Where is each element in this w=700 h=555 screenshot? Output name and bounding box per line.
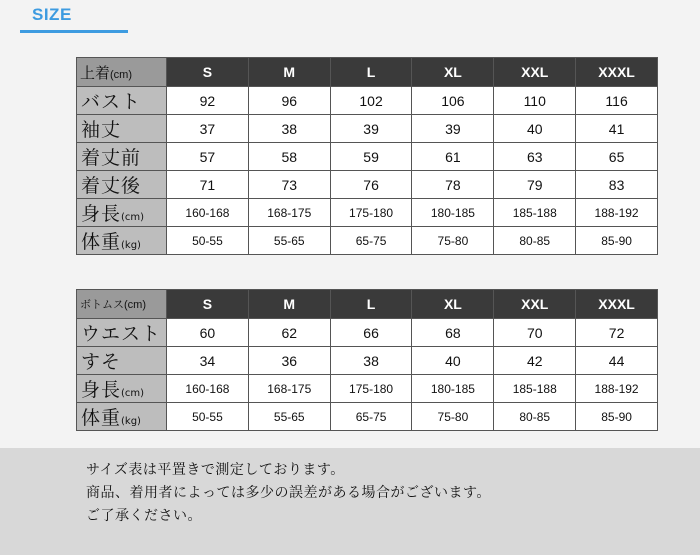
table-cell: 75-80 bbox=[412, 403, 494, 431]
table-cell: 92 bbox=[167, 87, 249, 115]
table-cell: 39 bbox=[330, 115, 412, 143]
table-cell: 36 bbox=[248, 347, 330, 375]
table-cell: 85-90 bbox=[576, 403, 658, 431]
table-cell: 55-65 bbox=[248, 403, 330, 431]
table-cell: 71 bbox=[167, 171, 249, 199]
size-header-s: S bbox=[167, 290, 249, 319]
table-cell: 50-55 bbox=[167, 227, 249, 255]
table-cell: 61 bbox=[412, 143, 494, 171]
table-cell: 102 bbox=[330, 87, 412, 115]
table-cell: 72 bbox=[576, 319, 658, 347]
row-label: ウエスト bbox=[77, 319, 167, 347]
table-cell: 65-75 bbox=[330, 403, 412, 431]
table-cell: 188-192 bbox=[576, 375, 658, 403]
size-header-xxxl: XXXL bbox=[576, 58, 658, 87]
table-row bbox=[77, 227, 658, 255]
table-cell: 185-188 bbox=[494, 199, 576, 227]
size-header-xxl: XXL bbox=[494, 290, 576, 319]
table-cell: 68 bbox=[412, 319, 494, 347]
table-row bbox=[77, 143, 658, 171]
table-cell: 83 bbox=[576, 171, 658, 199]
table-cell: 70 bbox=[494, 319, 576, 347]
table-cell: 160-168 bbox=[167, 375, 249, 403]
size-heading: SIZE bbox=[32, 5, 72, 24]
table-cell: 63 bbox=[494, 143, 576, 171]
size-header-l: L bbox=[330, 290, 412, 319]
size-heading-underline bbox=[20, 30, 128, 33]
size-header-xxxl: XXXL bbox=[576, 290, 658, 319]
table-row bbox=[77, 171, 658, 199]
table-row bbox=[77, 403, 658, 431]
table-cell: 65-75 bbox=[330, 227, 412, 255]
table-cell: 38 bbox=[330, 347, 412, 375]
table-row bbox=[77, 199, 658, 227]
table-cell: 106 bbox=[412, 87, 494, 115]
note-tolerance: 商品、着用者によっては多少の誤差がある場合がございます。 bbox=[86, 485, 491, 501]
table-cell: 175-180 bbox=[330, 375, 412, 403]
table-cell: 62 bbox=[248, 319, 330, 347]
table-cell: 116 bbox=[576, 87, 658, 115]
size-header-xl: XL bbox=[412, 290, 494, 319]
table-cell: 80-85 bbox=[494, 403, 576, 431]
table-cell: 40 bbox=[412, 347, 494, 375]
table-cell: 41 bbox=[576, 115, 658, 143]
table-cell: 34 bbox=[167, 347, 249, 375]
table-cell: 85-90 bbox=[576, 227, 658, 255]
note-measurement: サイズ表は平置きで測定しております。 bbox=[86, 462, 345, 478]
row-label: バスト bbox=[77, 87, 167, 115]
size-header-xxl: XXL bbox=[494, 58, 576, 87]
table-cell: 180-185 bbox=[412, 375, 494, 403]
table-row bbox=[77, 115, 658, 143]
size-header-m: M bbox=[248, 290, 330, 319]
table-cell: 59 bbox=[330, 143, 412, 171]
tops-header-row bbox=[77, 58, 658, 87]
table-cell: 57 bbox=[167, 143, 249, 171]
table-cell: 73 bbox=[248, 171, 330, 199]
table-cell: 76 bbox=[330, 171, 412, 199]
table-cell: 96 bbox=[248, 87, 330, 115]
table-cell: 168-175 bbox=[248, 199, 330, 227]
size-header-m: M bbox=[248, 58, 330, 87]
row-label: 体重(kg) bbox=[77, 403, 167, 431]
row-label: 着丈前 bbox=[77, 143, 167, 171]
bottoms-corner-cell: ボトムス(cm) bbox=[77, 290, 167, 319]
size-header-xl: XL bbox=[412, 58, 494, 87]
row-label: 袖丈 bbox=[77, 115, 167, 143]
note-thanks: ご了承ください。 bbox=[86, 508, 202, 524]
table-cell: 78 bbox=[412, 171, 494, 199]
table-row bbox=[77, 87, 658, 115]
size-header-l: L bbox=[330, 58, 412, 87]
tops-corner-cell: 上着(cm) bbox=[77, 58, 167, 87]
row-label: 身長(cm) bbox=[77, 199, 167, 227]
bottoms-header-row bbox=[77, 290, 658, 319]
row-label: 身長(cm) bbox=[77, 375, 167, 403]
table-cell: 39 bbox=[412, 115, 494, 143]
table-cell: 65 bbox=[576, 143, 658, 171]
table-cell: 188-192 bbox=[576, 199, 658, 227]
table-cell: 60 bbox=[167, 319, 249, 347]
table-cell: 175-180 bbox=[330, 199, 412, 227]
table-cell: 185-188 bbox=[494, 375, 576, 403]
table-cell: 160-168 bbox=[167, 199, 249, 227]
row-label: 着丈後 bbox=[77, 171, 167, 199]
table-cell: 40 bbox=[494, 115, 576, 143]
table-cell: 180-185 bbox=[412, 199, 494, 227]
table-cell: 44 bbox=[576, 347, 658, 375]
table-cell: 75-80 bbox=[412, 227, 494, 255]
table-cell: 168-175 bbox=[248, 375, 330, 403]
table-cell: 38 bbox=[248, 115, 330, 143]
table-cell: 58 bbox=[248, 143, 330, 171]
table-cell: 66 bbox=[330, 319, 412, 347]
size-header-s: S bbox=[167, 58, 249, 87]
tops-size-table bbox=[76, 57, 658, 255]
table-cell: 55-65 bbox=[248, 227, 330, 255]
bottoms-size-table bbox=[76, 289, 658, 431]
table-cell: 50-55 bbox=[167, 403, 249, 431]
row-label: すそ bbox=[77, 347, 167, 375]
row-label: 体重(kg) bbox=[77, 227, 167, 255]
table-row bbox=[77, 347, 658, 375]
table-cell: 110 bbox=[494, 87, 576, 115]
table-cell: 80-85 bbox=[494, 227, 576, 255]
table-cell: 37 bbox=[167, 115, 249, 143]
table-row bbox=[77, 319, 658, 347]
table-cell: 42 bbox=[494, 347, 576, 375]
table-row bbox=[77, 375, 658, 403]
table-cell: 79 bbox=[494, 171, 576, 199]
